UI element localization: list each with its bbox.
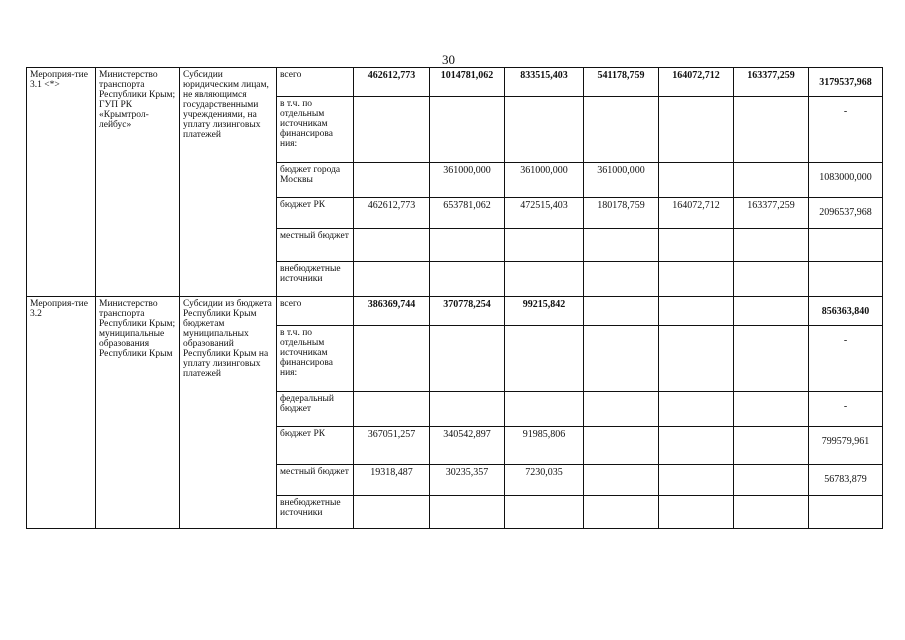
value-cell [734,427,809,465]
value-cell [734,496,809,529]
value-cell: 472515,403 [505,198,584,229]
value-cell: 541178,759 [584,68,659,97]
value-cell [505,262,584,297]
table-row [27,297,883,326]
value-cell [430,229,505,262]
value-cell [505,326,584,392]
total-cell [809,262,883,297]
funding-source-label: бюджет РК [277,198,354,229]
total-cell: 799579,961 [809,427,883,465]
measure-description: Субсидии из бюджета Республики Крым бюджетам муниципальных образований Республики Крым на уплату лизинговых платежей [180,297,277,529]
funding-source-label: всего [277,297,354,326]
value-cell: 361000,000 [505,163,584,198]
funding-source-label: внебюджетные источники [277,262,354,297]
funding-source-label: местный бюджет [277,465,354,496]
value-cell: 361000,000 [584,163,659,198]
total-cell [809,496,883,529]
value-cell [354,496,430,529]
value-cell [505,229,584,262]
value-cell [584,496,659,529]
funding-source-label: местный бюджет [277,229,354,262]
value-cell [584,229,659,262]
value-cell: 386369,744 [354,297,430,326]
value-cell [659,427,734,465]
value-cell: 180178,759 [584,198,659,229]
value-cell [659,297,734,326]
value-cell [734,262,809,297]
value-cell [659,326,734,392]
value-cell [584,465,659,496]
value-cell: 1014781,062 [430,68,505,97]
value-cell: 833515,403 [505,68,584,97]
value-cell [659,229,734,262]
value-cell [354,392,430,427]
value-cell [584,427,659,465]
value-cell: 370778,254 [430,297,505,326]
value-cell [584,262,659,297]
value-cell [659,496,734,529]
value-cell: 462612,773 [354,198,430,229]
value-cell [584,392,659,427]
value-cell: 19318,487 [354,465,430,496]
value-cell [659,465,734,496]
value-cell: 163377,259 [734,198,809,229]
value-cell: 367051,257 [354,427,430,465]
funding-source-label: федеральный бюджет [277,392,354,427]
measure-name: Мероприя-тие 3.2 [27,297,96,529]
funding-source-label: бюджет города Москвы [277,163,354,198]
measure-executor: Министерство транспорта Республики Крым; ГУП РК «Крымтрол-лейбус» [96,68,180,297]
value-cell: 361000,000 [430,163,505,198]
value-cell [734,297,809,326]
value-cell [734,97,809,163]
table-row [27,68,883,97]
value-cell [734,465,809,496]
page-number: 30 [442,52,455,67]
value-cell: 164072,712 [659,198,734,229]
value-cell [430,326,505,392]
total-cell: 56783,879 [809,465,883,496]
funding-source-label: в т.ч. по отдельным источникам финансирова ния: [277,326,354,392]
value-cell [430,97,505,163]
total-cell [809,229,883,262]
budget-table-body [27,68,883,529]
value-cell [505,496,584,529]
funding-source-label: бюджет РК [277,427,354,465]
measure-name: Мероприя-тие 3.1 <*> [27,68,96,297]
measure-description: Субсидии юридическим лицам, не являющимся государственными учреждениями, на уплату лизинговых платежей [180,68,277,297]
value-cell: 30235,357 [430,465,505,496]
value-cell [354,229,430,262]
total-cell: - [809,97,883,163]
value-cell [584,297,659,326]
value-cell [354,97,430,163]
value-cell [659,97,734,163]
value-cell [734,326,809,392]
funding-source-label: внебюджетные источники [277,496,354,529]
value-cell [659,392,734,427]
value-cell [734,392,809,427]
value-cell [430,262,505,297]
total-cell: 3179537,968 [809,68,883,97]
value-cell: 163377,259 [734,68,809,97]
funding-source-label: в т.ч. по отдельным источникам финансирова ния: [277,97,354,163]
value-cell [354,163,430,198]
total-cell: 1083000,000 [809,163,883,198]
value-cell [734,229,809,262]
value-cell: 164072,712 [659,68,734,97]
value-cell: 7230,035 [505,465,584,496]
value-cell [354,326,430,392]
value-cell [659,163,734,198]
value-cell [659,262,734,297]
total-cell: 856363,840 [809,297,883,326]
value-cell: 91985,806 [505,427,584,465]
value-cell [584,97,659,163]
budget-table [26,67,883,529]
value-cell [584,326,659,392]
value-cell: 653781,062 [430,198,505,229]
value-cell [430,392,505,427]
value-cell: 99215,842 [505,297,584,326]
measure-executor: Министерство транспорта Республики Крым; муниципальные образования Республики Крым [96,297,180,529]
total-cell: - [809,392,883,427]
total-cell: 2096537,968 [809,198,883,229]
value-cell [354,262,430,297]
value-cell [505,392,584,427]
value-cell: 340542,897 [430,427,505,465]
total-cell: - [809,326,883,392]
funding-source-label: всего [277,68,354,97]
value-cell [734,163,809,198]
value-cell: 462612,773 [354,68,430,97]
value-cell [505,97,584,163]
value-cell [430,496,505,529]
